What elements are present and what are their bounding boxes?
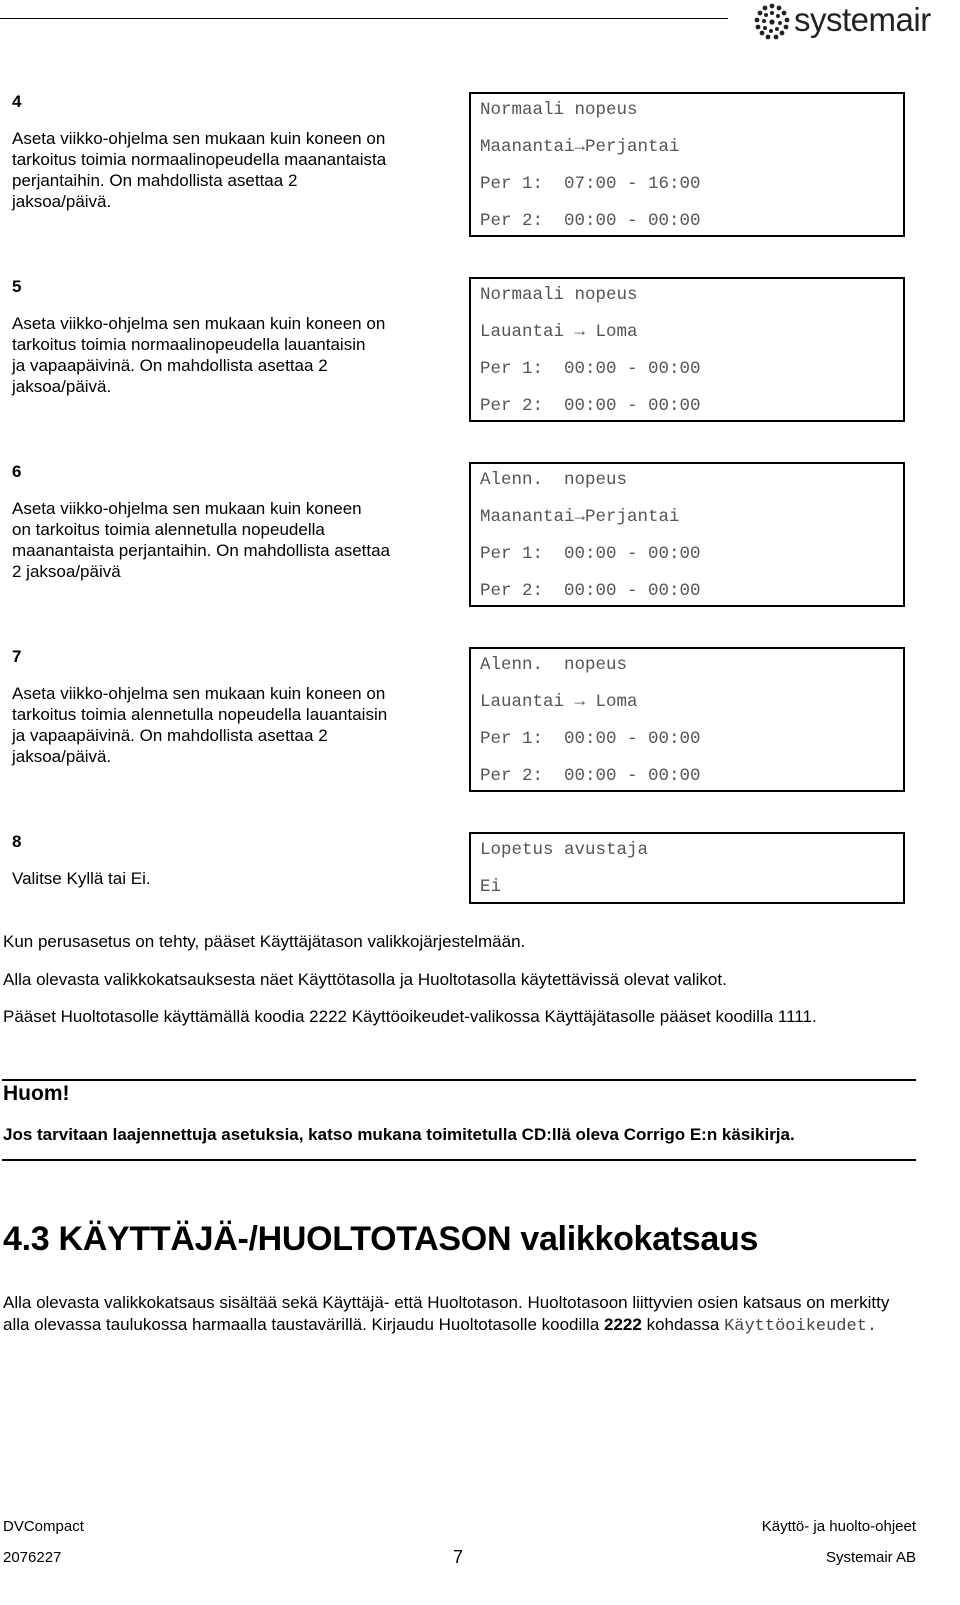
lcd-display-step-8: [469, 832, 905, 904]
lcd-row: Lopetus avustaja: [480, 840, 649, 860]
section-body-text-mid: kohdassa: [641, 1315, 725, 1334]
section-body-menu: Käyttöoikeudet.: [724, 1317, 878, 1336]
systemair-logo: [752, 0, 960, 42]
lcd-row: Per 1: 00:00 - 00:00: [480, 729, 701, 749]
lcd-row: Per 1: 00:00 - 00:00: [480, 544, 701, 564]
note-title: Huom!: [3, 1082, 70, 1105]
lcd-row: Normaali nopeus: [480, 100, 638, 120]
section-body: [3, 1292, 915, 1338]
step-8: [12, 832, 452, 889]
lcd-row: Per 2: 00:00 - 00:00: [480, 766, 701, 786]
step-number: 8: [12, 832, 22, 851]
step-4: [12, 92, 452, 212]
step-number: 6: [12, 462, 22, 481]
step-6: [12, 462, 452, 582]
brand-name: systemair: [794, 1, 931, 38]
lcd-row: Per 1: 07:00 - 16:00: [480, 174, 701, 194]
logo-dots-icon: [752, 2, 792, 42]
footer-product: DVCompact: [3, 1518, 84, 1535]
lcd-row: Alenn. nopeus: [480, 655, 628, 675]
lcd-row: Ei: [480, 877, 502, 897]
note-text: Jos tarvitaan laajennettuja asetuksia, katso mukana toimitetulla CD:llä oleva Corrigo E:n käsikirja.: [3, 1125, 795, 1144]
lcd-display-step-7: [469, 647, 905, 792]
lcd-row: Normaali nopeus: [480, 285, 638, 305]
lcd-row: Maanantai→Perjantai: [480, 137, 680, 157]
lcd-display-step-6: [469, 462, 905, 607]
section-body-code: 2222: [604, 1315, 642, 1334]
step-text: Aseta viikko-ohjelma sen mukaan kuin koneen on tarkoitus toimia alennetulla nopeudella maanantaista perjantaihin. On mahdollista asettaa 2 jaksoa/päivä: [12, 499, 391, 581]
step-text: Aseta viikko-ohjelma sen mukaan kuin koneen on tarkoitus toimia alennetulla nopeudella lauantaisin ja vapaapäivinä. On mahdollista asettaa 2 jaksoa/päivä.: [12, 684, 388, 766]
lcd-display-step-4: [469, 92, 905, 237]
note-top-rule: [2, 1079, 916, 1081]
lcd-row: Per 2: 00:00 - 00:00: [480, 211, 701, 231]
lcd-row: Per 2: 00:00 - 00:00: [480, 396, 701, 416]
paragraph: Kun perusasetus on tehty, pääset Käyttäjätason valikkojärjestelmään.: [3, 932, 526, 951]
step-number: 4: [12, 92, 22, 111]
step-number: 7: [12, 647, 22, 666]
lcd-display-step-5: [469, 277, 905, 422]
step-text: Aseta viikko-ohjelma sen mukaan kuin koneen on tarkoitus toimia normaalinopeudella lauantaisin ja vapaapäivinä. On mahdollista asettaa 2 jaksoa/päivä.: [12, 314, 386, 396]
step-number: 5: [12, 277, 22, 296]
lcd-row: Lauantai → Loma: [480, 322, 638, 342]
footer-doc-number: 2076227: [3, 1549, 62, 1566]
step-text: Aseta viikko-ohjelma sen mukaan kuin koneen on tarkoitus toimia normaalinopeudella maanantaista perjantaihin. On mahdollista asettaa 2 jaksoa/päivä.: [12, 129, 387, 211]
paragraph: Pääset Huoltotasolle käyttämällä koodia 2222 Käyttöoikeudet-valikossa Käyttäjätasolle pääset koodilla 1111.: [3, 1007, 817, 1026]
step-text: Valitse Kyllä tai Ei.: [12, 869, 151, 888]
note-bottom-rule: [2, 1159, 916, 1161]
step-5: [12, 277, 452, 397]
lcd-row: Per 2: 00:00 - 00:00: [480, 581, 701, 601]
lcd-row: Lauantai → Loma: [480, 692, 638, 712]
section-body-text: Alla olevasta valikkokatsaus sisältää sekä Käyttäjä- että Huoltotason. Huoltotasoon liittyvien osien katsaus on merkitty alla olevassa taulukossa harmaalla taustavärillä. Kirjaudu Huoltotasolle koodilla: [3, 1293, 890, 1334]
lcd-row: Per 1: 00:00 - 00:00: [480, 359, 701, 379]
lcd-row: Alenn. nopeus: [480, 470, 628, 490]
step-7: [12, 647, 452, 767]
paragraph: Alla olevasta valikkokatsauksesta näet Käyttötasolla ja Huoltotasolla käytettävissä olevat valikot.: [3, 970, 727, 989]
footer-doc-title: Käyttö- ja huolto-ohjeet: [761, 1518, 916, 1535]
section-heading: 4.3 KÄYTTÄJÄ-/HUOLTOTASON valikkokatsaus: [3, 1220, 759, 1258]
footer-company: Systemair AB: [825, 1549, 916, 1566]
header-rule: [0, 18, 728, 19]
lcd-row: Maanantai→Perjantai: [480, 507, 680, 527]
page-number: 7: [453, 1547, 464, 1567]
